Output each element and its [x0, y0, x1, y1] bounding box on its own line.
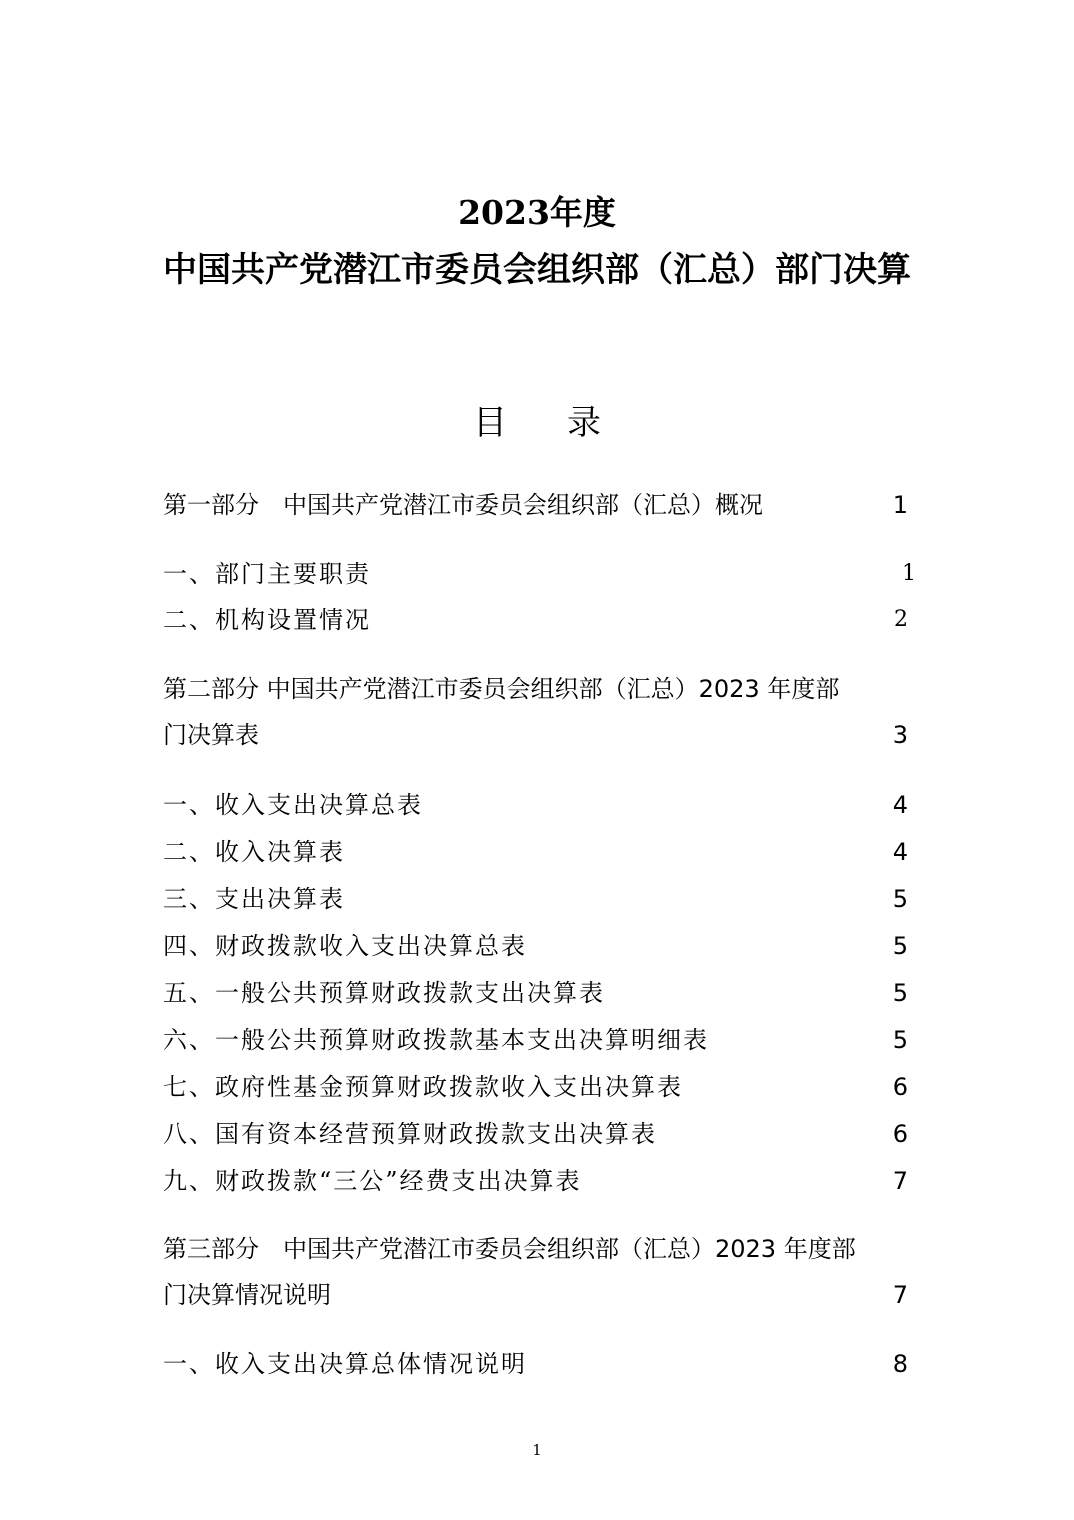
toc-item-2-3[interactable]: [163, 876, 908, 922]
toc-item-label: 一、部门主要职责: [163, 560, 371, 588]
toc-item-label: 五、一般公共预算财政拨款支出决算表: [163, 979, 605, 1007]
toc-item-page: 8: [892, 1350, 908, 1378]
page-number: 1: [532, 1441, 542, 1459]
toc-item-3-1[interactable]: [163, 1341, 908, 1387]
toc-part-1-label: 第一部分 中国共产党潜江市委员会组织部（汇总）概况: [163, 491, 763, 519]
toc-item-2-6[interactable]: [163, 1017, 908, 1063]
toc-item-1-2[interactable]: [163, 597, 908, 643]
toc-item-label: 二、收入决算表: [163, 838, 345, 866]
toc-heading: 目录: [473, 403, 661, 443]
toc-item-label: 一、收入支出决算总体情况说明: [163, 1350, 527, 1378]
toc-part-2-page: 3: [892, 721, 908, 749]
toc-item-page: 6: [892, 1073, 908, 1101]
toc-item-page: 6: [892, 1120, 908, 1148]
toc-item-2-8[interactable]: [163, 1111, 908, 1157]
toc-item-page: 5: [892, 979, 908, 1007]
toc-item-page: 2: [894, 607, 908, 632]
toc-item-2-7[interactable]: [163, 1064, 908, 1110]
toc-part-1-page: 1: [892, 491, 908, 519]
toc-part-3-line1[interactable]: [163, 1226, 908, 1272]
toc-item-2-2[interactable]: [163, 829, 908, 875]
toc-part-2-label-line2: 门决算表: [163, 721, 259, 749]
toc-item-label: 九、财政拨款“三公”经费支出决算表: [163, 1167, 582, 1195]
toc-item-label: 六、一般公共预算财政拨款基本支出决算明细表: [163, 1026, 709, 1054]
toc-item-label: 八、国有资本经营预算财政拨款支出决算表: [163, 1120, 657, 1148]
toc-item-label: 三、支出决算表: [163, 885, 345, 913]
toc-item-page: 7: [892, 1167, 908, 1195]
toc-item-page: 4: [892, 791, 908, 819]
toc-item-label: 七、政府性基金预算财政拨款收入支出决算表: [163, 1073, 683, 1101]
toc-item-2-4[interactable]: [163, 923, 908, 969]
toc-part-2-label-line1: 第二部分 中国共产党潜江市委员会组织部（汇总）2023 年度部: [163, 675, 840, 703]
toc-part-2-line2[interactable]: [163, 712, 908, 758]
document-title-year: 2023年度: [458, 193, 616, 232]
toc-item-label: 二、机构设置情况: [163, 606, 371, 634]
toc-item-page: 4: [892, 838, 908, 866]
toc-part-3-page: 7: [892, 1281, 908, 1309]
toc-item-1-1[interactable]: [163, 551, 916, 597]
toc-item-2-1[interactable]: [163, 782, 908, 828]
toc-item-page: 5: [892, 1026, 908, 1054]
toc-part-2-line1[interactable]: [163, 666, 908, 712]
toc-item-label: 一、收入支出决算总表: [163, 791, 423, 819]
toc-part-3-line2[interactable]: [163, 1272, 908, 1318]
toc-item-2-5[interactable]: [163, 970, 908, 1016]
toc-part-3-label-line1: 第三部分 中国共产党潜江市委员会组织部（汇总）2023 年度部: [163, 1235, 856, 1263]
toc-part-3-label-line2: 门决算情况说明: [163, 1281, 331, 1309]
toc-item-page: 1: [902, 561, 916, 586]
toc-item-label: 四、财政拨款收入支出决算总表: [163, 932, 527, 960]
toc-part-1[interactable]: [163, 482, 908, 528]
document-title: 中国共产党潜江市委员会组织部（汇总）部门决算: [163, 250, 911, 290]
toc-item-page: 5: [892, 885, 908, 913]
toc-item-page: 5: [892, 932, 908, 960]
toc-item-2-9[interactable]: [163, 1158, 908, 1204]
